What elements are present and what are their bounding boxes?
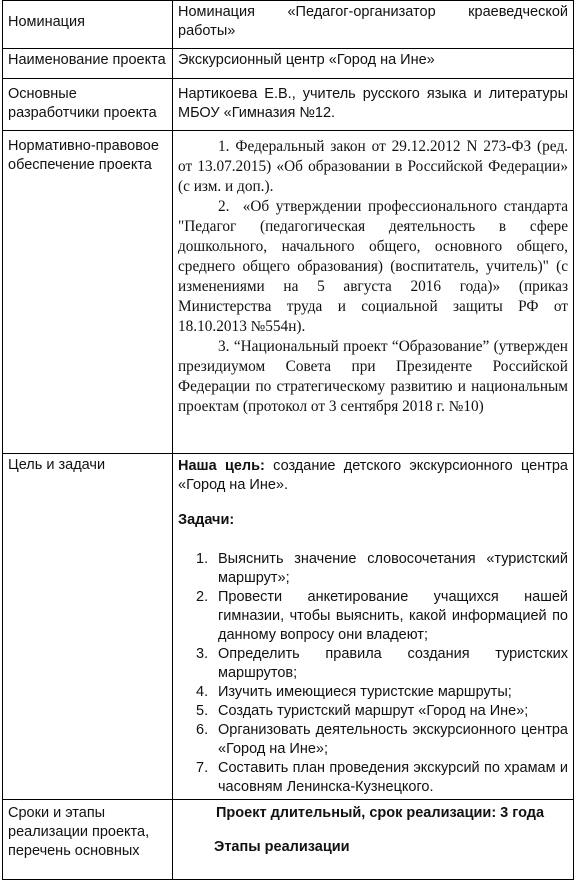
task-number: 7. [196,760,209,776]
task-text: Изучить имеющиеся туристские маршруты; [218,684,512,700]
task-text: Создать туристский маршрут «Город на Ине»; [218,703,529,719]
tasks-heading: Задачи: [178,512,235,528]
tasks-list [178,550,568,797]
legal-item [178,197,568,337]
task-number: 4. [196,684,209,700]
goal-lead: Наша цель: [178,458,265,474]
value-legal [173,131,574,454]
task-item [178,721,568,759]
legal-item-number: 2. [218,198,230,215]
task-number: 2. [196,589,209,605]
label-legal: Нормативно-правовое обеспечение проекта [3,131,173,454]
task-text: Выяснить значение словосочетания «туристский маршрут»; [218,551,568,586]
legal-list [178,137,568,417]
row-legal [3,131,574,454]
legal-item-text: “Национальный проект “Образование” (утвержден президиумом Совета при Президенте Российской Федерации по стратегическому развитию и национальным проектам (протокол от 3 сентября 2018 г. №10) [178,338,568,415]
row-goals [3,454,574,800]
legal-item-text: Федеральный закон от 29.12.2012 N 273-ФЗ (ред. от 13.07.2015) «Об образовании в Российской Федерации» (с изм. и доп.). [178,138,568,195]
label-goals: Цель и задачи [3,454,173,800]
project-duration: Проект длительный, срок реализации: 3 года [216,805,545,821]
row-stages [3,800,574,880]
project-passport-table [2,0,574,880]
task-number: 6. [196,722,209,738]
label-project-name: Наименование проекта [3,49,173,79]
task-text: Организовать деятельность экскурсионного центра «Город на Ине»; [218,722,568,757]
value-nomination: Номинация «Педагог-организатор краеведческой работы» [173,1,574,49]
task-number: 3. [196,646,209,662]
task-number: 1. [196,551,209,567]
value-stages [173,800,574,880]
legal-item-number: 1. [218,138,230,155]
row-developers [3,79,574,131]
value-developers: Нартикоева Е.В., учитель русского языка и литературы МБОУ «Гимназия №12. [173,79,574,131]
legal-item [178,137,568,197]
row-project-name [3,49,574,79]
task-text: Определить правила создания туристских маршрутов; [218,646,568,681]
legal-item-text: «Об утверждении профессионального стандарта "Педагог (педагогическая деятельность в сфере дошкольного, начального общего, основного общего, среднего общего образования) (воспитатель, учитель)" (с изменениями на 5 августа 2016 года)» (приказ Министерства труда и социальной защиты РФ от 18.10.2013 №554н). [178,198,568,335]
legal-item [178,337,568,417]
value-project-name: Экскурсионный центр «Город на Ине» [173,49,574,79]
row-nomination [3,1,574,49]
task-number: 5. [196,703,209,719]
task-item [178,645,568,683]
label-developers: Основные разработчики проекта [3,79,173,131]
legal-item-number: 3. [218,338,230,355]
task-item [178,588,568,645]
task-item [178,550,568,588]
goal-paragraph [178,457,568,495]
label-nomination: Номинация [3,1,173,49]
value-goals [173,454,574,800]
stages-heading: Этапы реализации [214,839,350,855]
task-text: Составить план проведения экскурсий по храмам и часовням Ленинска-Кузнецкого. [218,760,568,795]
task-item [178,702,568,721]
label-stages: Сроки и этапы реализации проекта, перечень основных [3,800,173,880]
task-item [178,683,568,702]
task-item [178,759,568,797]
task-text: Провести анкетирование учащихся нашей гимназии, чтобы выяснить, какой информацией по данному вопросу они владеют; [218,589,568,643]
goal-text: создание детского экскурсионного центра «Город на Ине». [178,458,568,493]
